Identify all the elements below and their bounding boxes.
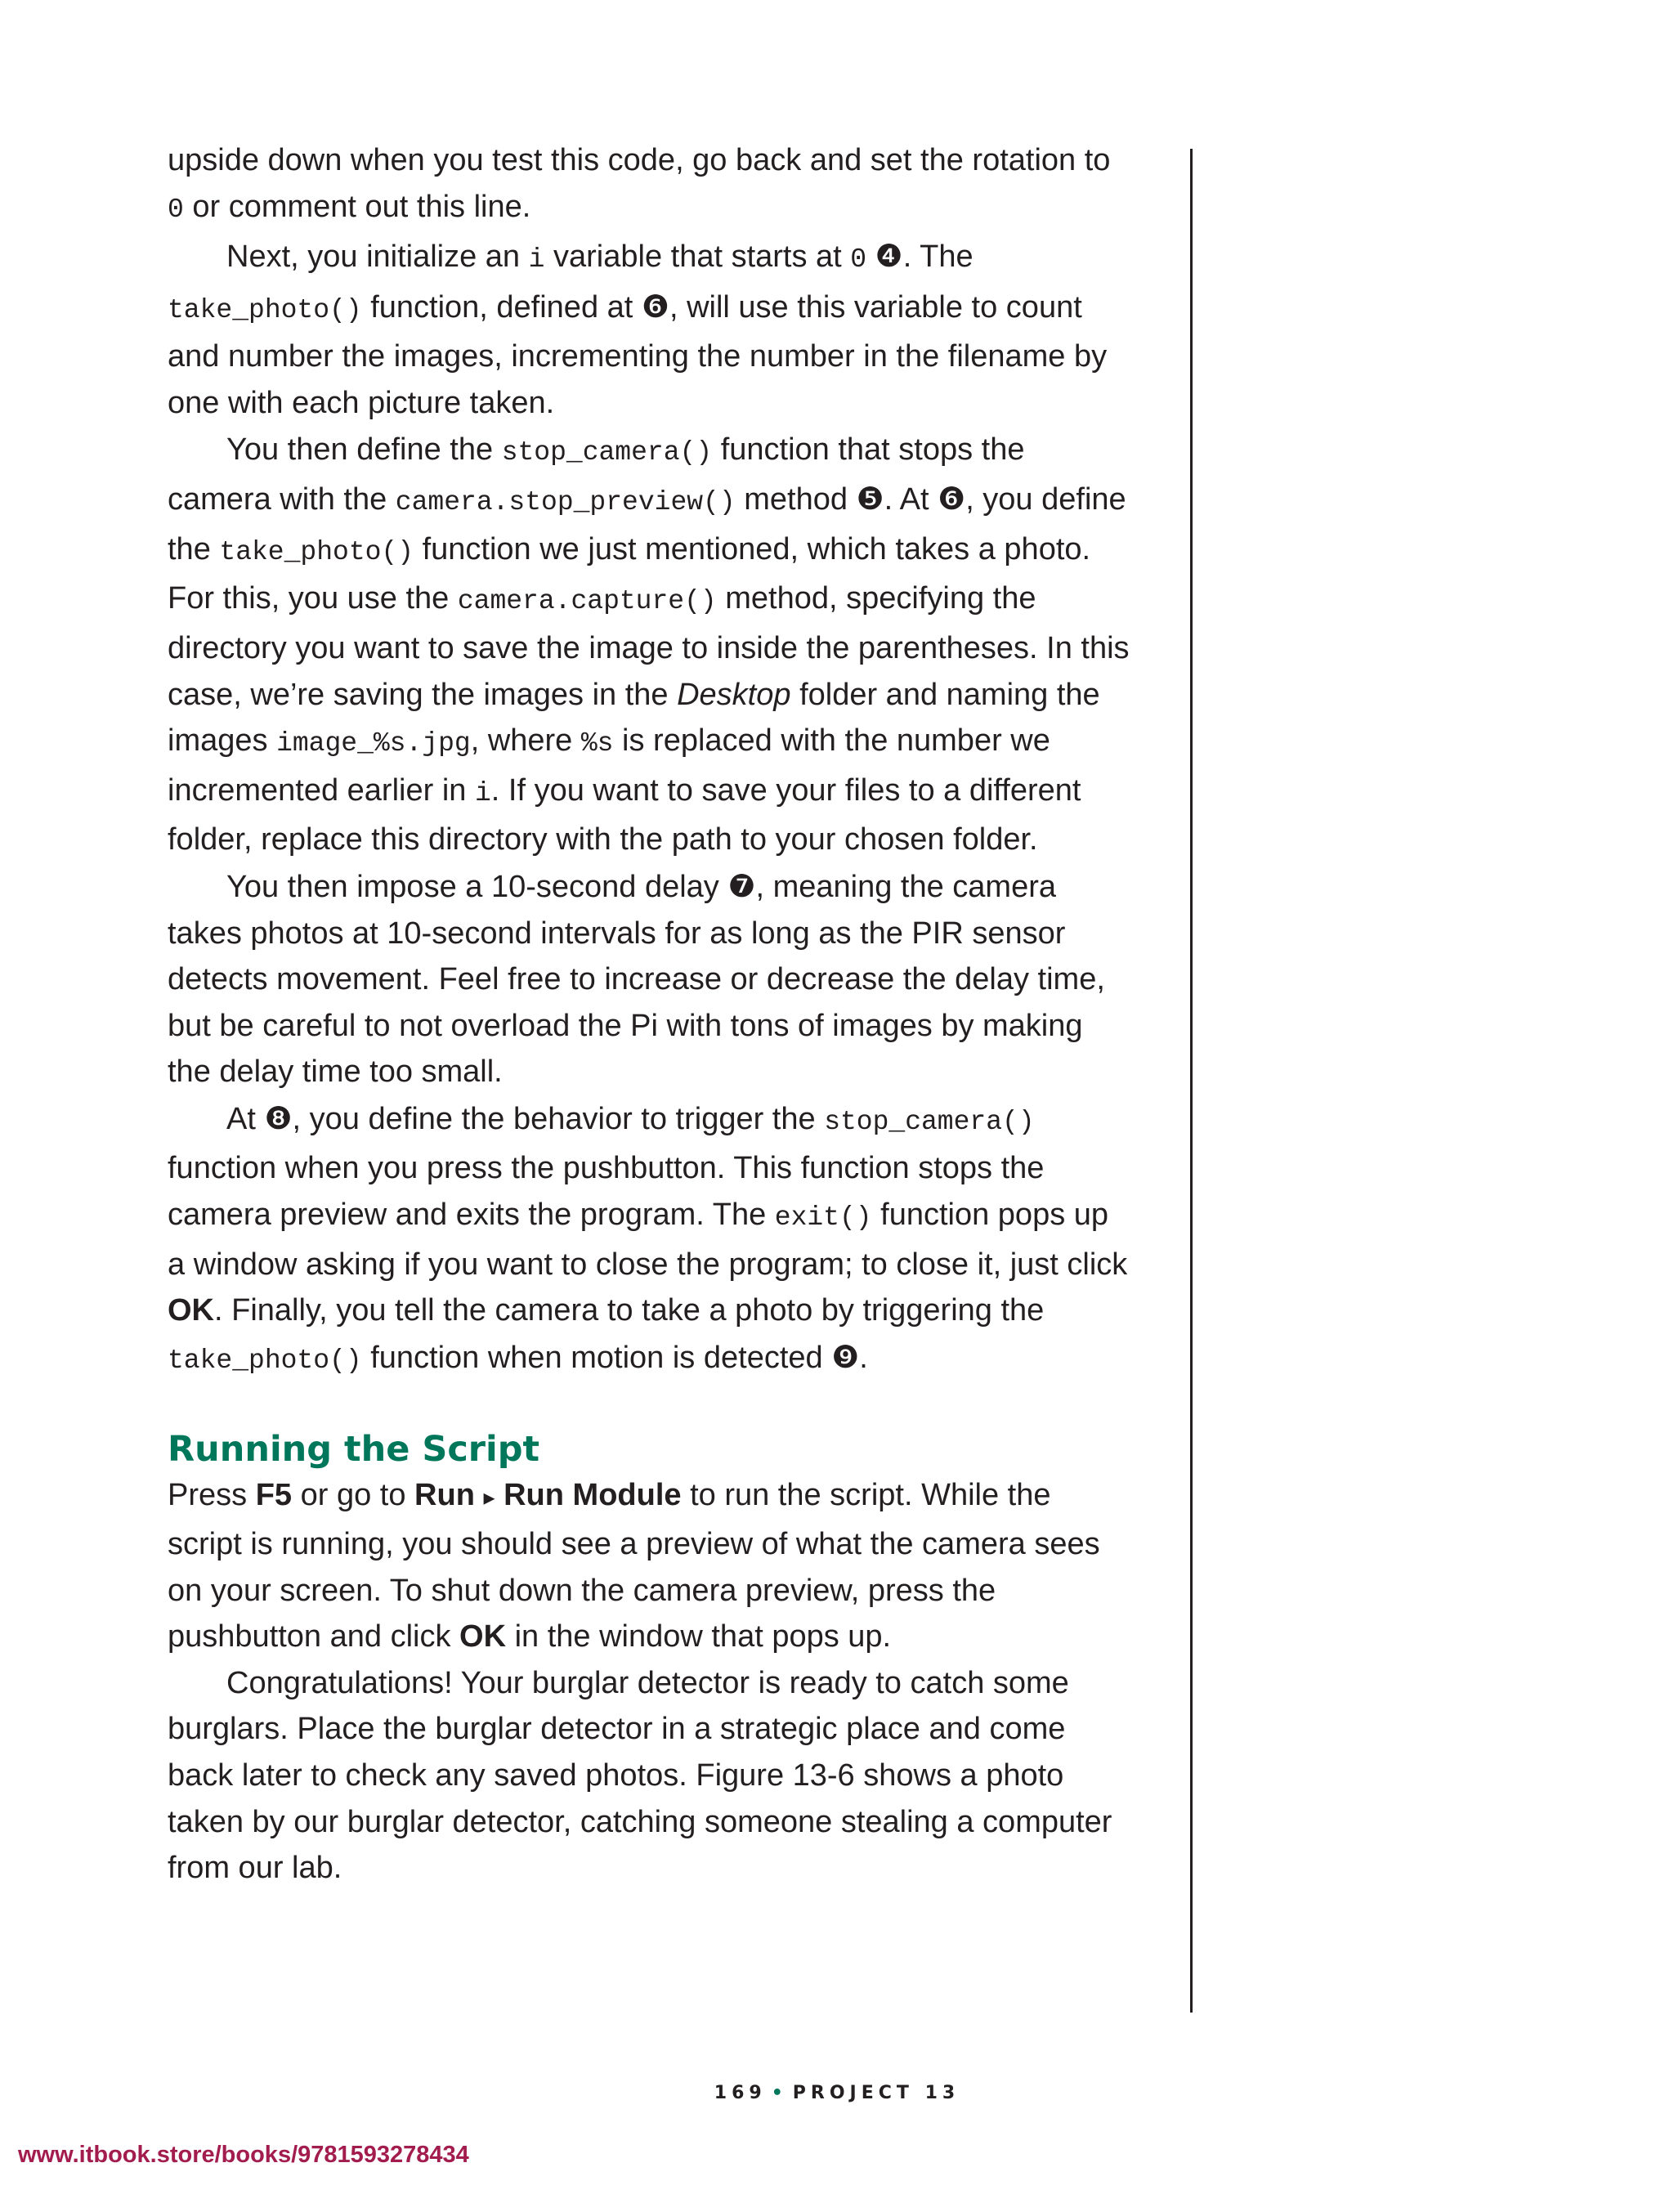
- text-run: .: [859, 1340, 868, 1375]
- text-run: function, defined at: [361, 289, 642, 325]
- page-footer: [0, 2083, 1674, 2103]
- text-run: . The: [902, 240, 974, 275]
- inline-code: take_photo(): [219, 536, 414, 567]
- inline-code: stop_camera(): [501, 437, 713, 468]
- inline-code: 0: [850, 244, 867, 275]
- bold-text: Run Module: [504, 1478, 682, 1513]
- callout-marker-4-icon: ❹: [875, 238, 903, 275]
- text-run: , meaning the camera takes photos at 10-second intervals for as long as the PIR sensor detects movement. Feel free to increase or decrease the delay time, but be careful to not overload the Pi with tons of images by making the delay time too small.: [168, 869, 1105, 1090]
- text-run: or comment out this line.: [183, 189, 531, 224]
- callout-marker-9-icon: ❾: [831, 1338, 860, 1375]
- paragraph-1: [168, 137, 1132, 233]
- emphasized-text: Desktop: [677, 677, 791, 712]
- text-run: method: [735, 482, 857, 517]
- menu-arrow-icon: ▸: [483, 1484, 495, 1511]
- body-text: [168, 137, 1132, 1892]
- text-run: variable that starts at: [544, 240, 851, 275]
- inline-code: %s: [580, 728, 614, 759]
- inline-code: take_photo(): [168, 1345, 362, 1376]
- callout-marker-6-icon: ❻: [938, 481, 966, 517]
- text-run: function that stops the camera with the: [168, 432, 1025, 517]
- text-run: or go to: [292, 1478, 415, 1513]
- callout-marker-7-icon: ❼: [727, 867, 756, 904]
- text-run: to run the script. While the script is running, you should see a preview of what the camera sees on your screen. To shut down the camera preview, press the pushbutton and click: [168, 1478, 1100, 1655]
- text-run: function when motion is detected: [361, 1340, 832, 1375]
- page-number: 169: [714, 2083, 767, 2103]
- inline-code: i: [528, 244, 545, 275]
- text-run: function when you press the pushbutton. This function stops the camera preview and exits the program. The: [168, 1151, 1045, 1233]
- text-run: Next, you initialize an: [226, 240, 529, 275]
- bold-text: F5: [255, 1478, 293, 1513]
- paragraph-3: [168, 427, 1132, 863]
- bold-text: OK: [459, 1619, 507, 1655]
- text-run: You then define the: [226, 432, 502, 467]
- text-run: , will use this variable to count and number the images, incrementing the number in the filename by one with each picture taken.: [168, 289, 1108, 420]
- text-run: , where: [470, 723, 581, 759]
- text-run: . Finally, you tell the camera to take a photo by triggering the: [214, 1293, 1045, 1328]
- paragraph-7: [168, 1660, 1132, 1892]
- text-run: function pops up a window asking if you want to close the program; to close it, just click: [168, 1198, 1128, 1282]
- bold-text: OK: [168, 1293, 214, 1328]
- text-run: in the window that pops up.: [506, 1619, 892, 1655]
- callout-marker-6-icon: ❻: [641, 288, 669, 325]
- text-run: folder and naming the images: [168, 677, 1100, 759]
- text-run: Congratulations! Your burglar detector is ready to catch some burglars. Place the burglar detector in a strategic place and come back later to check any saved photos. Figure 13-6 shows a photo taken by our burglar detector, catching someone stealing a computer from our lab.: [168, 1665, 1112, 1886]
- text-run: , you define the: [168, 482, 1126, 566]
- text-run: . If you want to save your files to a different folder, replace this directory with the path to your chosen folder.: [168, 772, 1081, 857]
- text-run: is replaced with the number we incremented earlier in: [168, 723, 1050, 808]
- inline-code: 0: [168, 194, 184, 225]
- inline-code: stop_camera(): [824, 1106, 1035, 1137]
- text-run: method, specifying the directory you want to save the image to inside the parentheses. In this case, we’re saving the images in the: [168, 581, 1130, 712]
- text-run: . At: [884, 482, 938, 517]
- inline-code: camera.capture(): [457, 586, 717, 617]
- paragraph-4: [168, 863, 1132, 1095]
- footer-separator: •: [771, 2083, 788, 2103]
- paragraph-5: [168, 1095, 1132, 1385]
- callout-marker-8-icon: ❽: [264, 1099, 293, 1136]
- inline-code: take_photo(): [168, 294, 362, 325]
- text-run: , you define the behavior to trigger the: [292, 1101, 825, 1136]
- inline-code: exit(): [774, 1202, 872, 1234]
- bold-text: Run: [414, 1478, 475, 1513]
- watermark-url: www.itbook.store/books/9781593278434: [18, 2142, 469, 2168]
- inline-code: image_%s.jpg: [276, 728, 471, 759]
- inline-code: camera.stop_preview(): [395, 487, 736, 518]
- text-run: upside down when you test this code, go back and set the rotation to: [168, 143, 1111, 177]
- text-run: Press: [168, 1478, 256, 1513]
- text-run: At: [226, 1101, 265, 1136]
- text-run: function we just mentioned, which takes a photo. For this, you use the: [168, 531, 1091, 616]
- chapter-label: PROJECT 13: [792, 2083, 960, 2103]
- paragraph-6: [168, 1472, 1132, 1659]
- callout-marker-5-icon: ❺: [856, 481, 884, 517]
- paragraph-2: [168, 233, 1132, 426]
- margin-rule: [1190, 149, 1193, 2013]
- inline-code: i: [474, 777, 491, 808]
- section-heading: Running the Script: [168, 1429, 540, 1471]
- text-run: You then impose a 10-second delay: [226, 869, 728, 904]
